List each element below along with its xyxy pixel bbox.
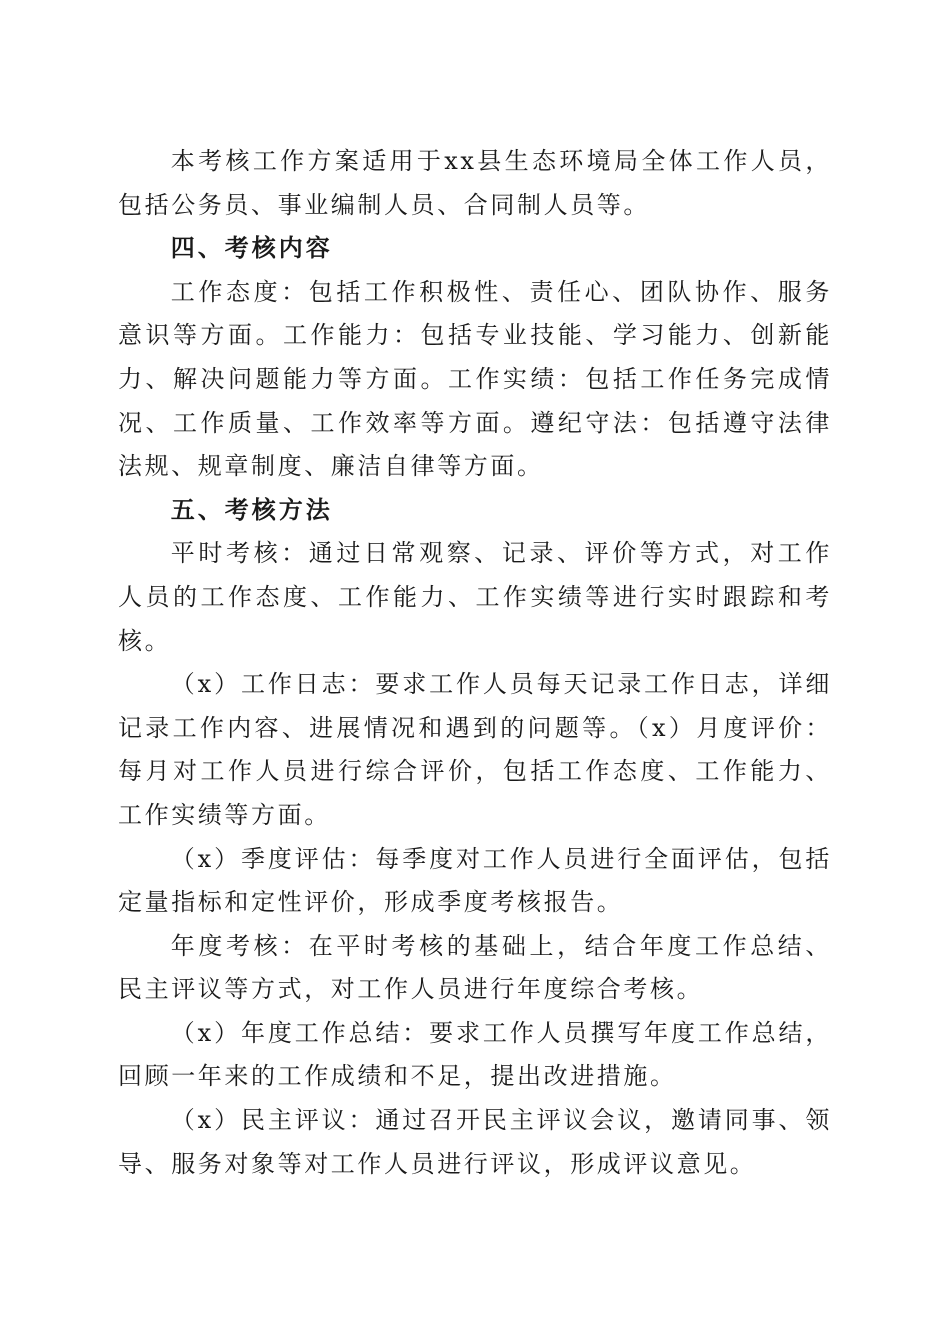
paragraph-routine-assessment: 平时考核：通过日常观察、记录、评价等方式，对工作人员的工作态度、工作能力、工作实绩等进行实时跟踪和考核。 <box>118 539 832 655</box>
paragraph-quarterly-review: （x）季度评估：每季度对工作人员进行全面评估，包括定量指标和定性评价，形成季度考核报告。 <box>118 844 832 917</box>
paragraph-scope: 本考核工作方案适用于xx县生态环境局全体工作人员，包括公务员、事业编制人员、合同制人员等。 <box>118 147 832 219</box>
paragraph-annual-summary: （x）年度工作总结：要求工作人员撰写年度工作总结，回顾一年来的工作成绩和不足，提出改进措施。 <box>118 1018 832 1091</box>
document-body <box>118 140 832 1186</box>
paragraph-democratic-review: （x）民主评议：通过召开民主评议会议，邀请同事、领导、服务对象等对工作人员进行评议，形成评议意见。 <box>118 1106 832 1178</box>
paragraph-assessment-content: 工作态度：包括工作积极性、责任心、团队协作、服务意识等方面。工作能力：包括专业技能、学习能力、创新能力、解决问题能力等方面。工作实绩：包括工作任务完成情况、工作质量、工作效率等方面。遵纪守法：包括遵守法律法规、规章制度、廉洁自律等方面。 <box>118 277 832 481</box>
heading-assessment-method: 五、考核方法 <box>170 495 333 524</box>
heading-assessment-content: 四、考核内容 <box>170 234 333 263</box>
paragraph-annual-assessment: 年度考核：在平时考核的基础上，结合年度工作总结、民主评议等方式，对工作人员进行年度综合考核。 <box>118 931 832 1004</box>
paragraph-work-log: （x）工作日志：要求工作人员每天记录工作日志，详细记录工作内容、进展情况和遇到的问题等。（x）月度评价：每月对工作人员进行综合评价，包括工作态度、工作能力、工作实绩等方面。 <box>118 670 832 829</box>
